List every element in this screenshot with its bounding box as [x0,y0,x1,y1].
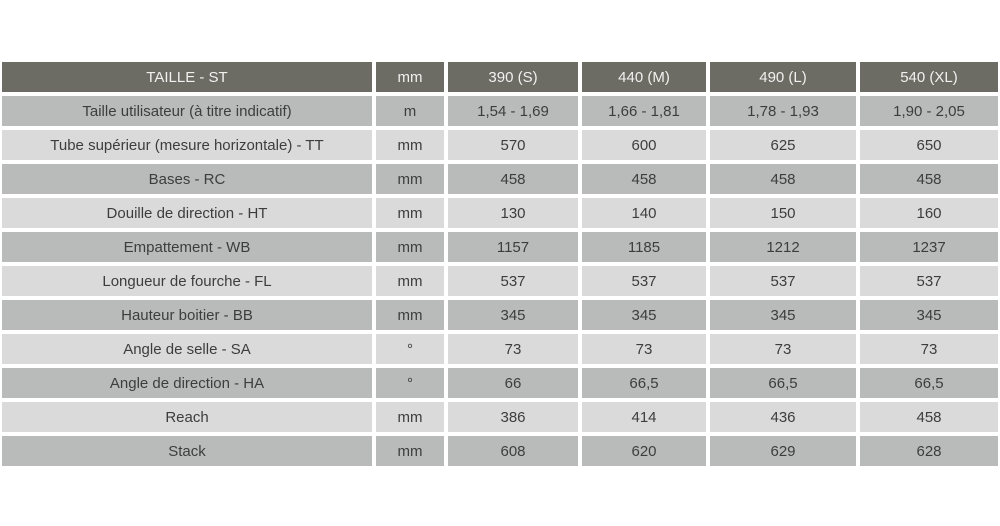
cell-value: 629 [710,436,856,466]
row-label: Longueur de fourche - FL [2,266,372,296]
cell-value: 1185 [582,232,706,262]
table-row-seat-angle [2,334,998,364]
cell-value: 1157 [448,232,578,262]
row-unit: mm [376,436,444,466]
row-label: Angle de direction - HA [2,368,372,398]
row-label: Empattement - WB [2,232,372,262]
cell-value: 345 [582,300,706,330]
row-label: Taille utilisateur (à titre indicatif) [2,96,372,126]
cell-value: 1,54 - 1,69 [448,96,578,126]
cell-value: 73 [860,334,998,364]
cell-value: 537 [710,266,856,296]
table-row-stack [2,436,998,466]
row-label: Hauteur boitier - BB [2,300,372,330]
cell-value: 345 [710,300,856,330]
cell-value: 537 [860,266,998,296]
cell-value: 537 [582,266,706,296]
cell-value: 608 [448,436,578,466]
cell-value: 73 [448,334,578,364]
cell-value: 66,5 [710,368,856,398]
table-row-top-tube [2,130,998,160]
header-size-540-xl: 540 (XL) [860,62,998,92]
table-row-bb-height [2,300,998,330]
row-unit: m [376,96,444,126]
cell-value: 160 [860,198,998,228]
header-size-440-m: 440 (M) [582,62,706,92]
cell-value: 458 [710,164,856,194]
row-label: Reach [2,402,372,432]
table-row-reach [2,402,998,432]
bike-geometry-table [0,58,1000,470]
cell-value: 458 [448,164,578,194]
cell-value: 628 [860,436,998,466]
cell-value: 1,66 - 1,81 [582,96,706,126]
row-unit: mm [376,300,444,330]
row-unit: mm [376,164,444,194]
cell-value: 140 [582,198,706,228]
cell-value: 345 [448,300,578,330]
row-label: Tube supérieur (mesure horizontale) - TT [2,130,372,160]
cell-value: 1,78 - 1,93 [710,96,856,126]
cell-value: 458 [860,164,998,194]
row-unit: mm [376,130,444,160]
cell-value: 386 [448,402,578,432]
cell-value: 73 [710,334,856,364]
table-row-head-angle [2,368,998,398]
row-label: Angle de selle - SA [2,334,372,364]
header-unit: mm [376,62,444,92]
row-label: Douille de direction - HT [2,198,372,228]
cell-value: 436 [710,402,856,432]
row-unit: ° [376,368,444,398]
row-unit: mm [376,266,444,296]
cell-value: 414 [582,402,706,432]
header-size-490-l: 490 (L) [710,62,856,92]
header-size-390-s: 390 (S) [448,62,578,92]
cell-value: 66,5 [582,368,706,398]
row-label: Bases - RC [2,164,372,194]
table-row-fork-length [2,266,998,296]
cell-value: 570 [448,130,578,160]
cell-value: 66,5 [860,368,998,398]
header-size-st: TAILLE - ST [2,62,372,92]
row-unit: ° [376,334,444,364]
cell-value: 150 [710,198,856,228]
cell-value: 650 [860,130,998,160]
cell-value: 345 [860,300,998,330]
table-row-rider-height [2,96,998,126]
cell-value: 537 [448,266,578,296]
cell-value: 458 [860,402,998,432]
cell-value: 458 [582,164,706,194]
cell-value: 625 [710,130,856,160]
table-row-wheelbase [2,232,998,262]
header-row [2,62,998,92]
table-row-head-tube [2,198,998,228]
row-unit: mm [376,232,444,262]
cell-value: 600 [582,130,706,160]
row-unit: mm [376,198,444,228]
row-label: Stack [2,436,372,466]
cell-value: 1,90 - 2,05 [860,96,998,126]
cell-value: 73 [582,334,706,364]
cell-value: 66 [448,368,578,398]
cell-value: 1212 [710,232,856,262]
cell-value: 620 [582,436,706,466]
cell-value: 1237 [860,232,998,262]
table-row-chainstay [2,164,998,194]
row-unit: mm [376,402,444,432]
cell-value: 130 [448,198,578,228]
